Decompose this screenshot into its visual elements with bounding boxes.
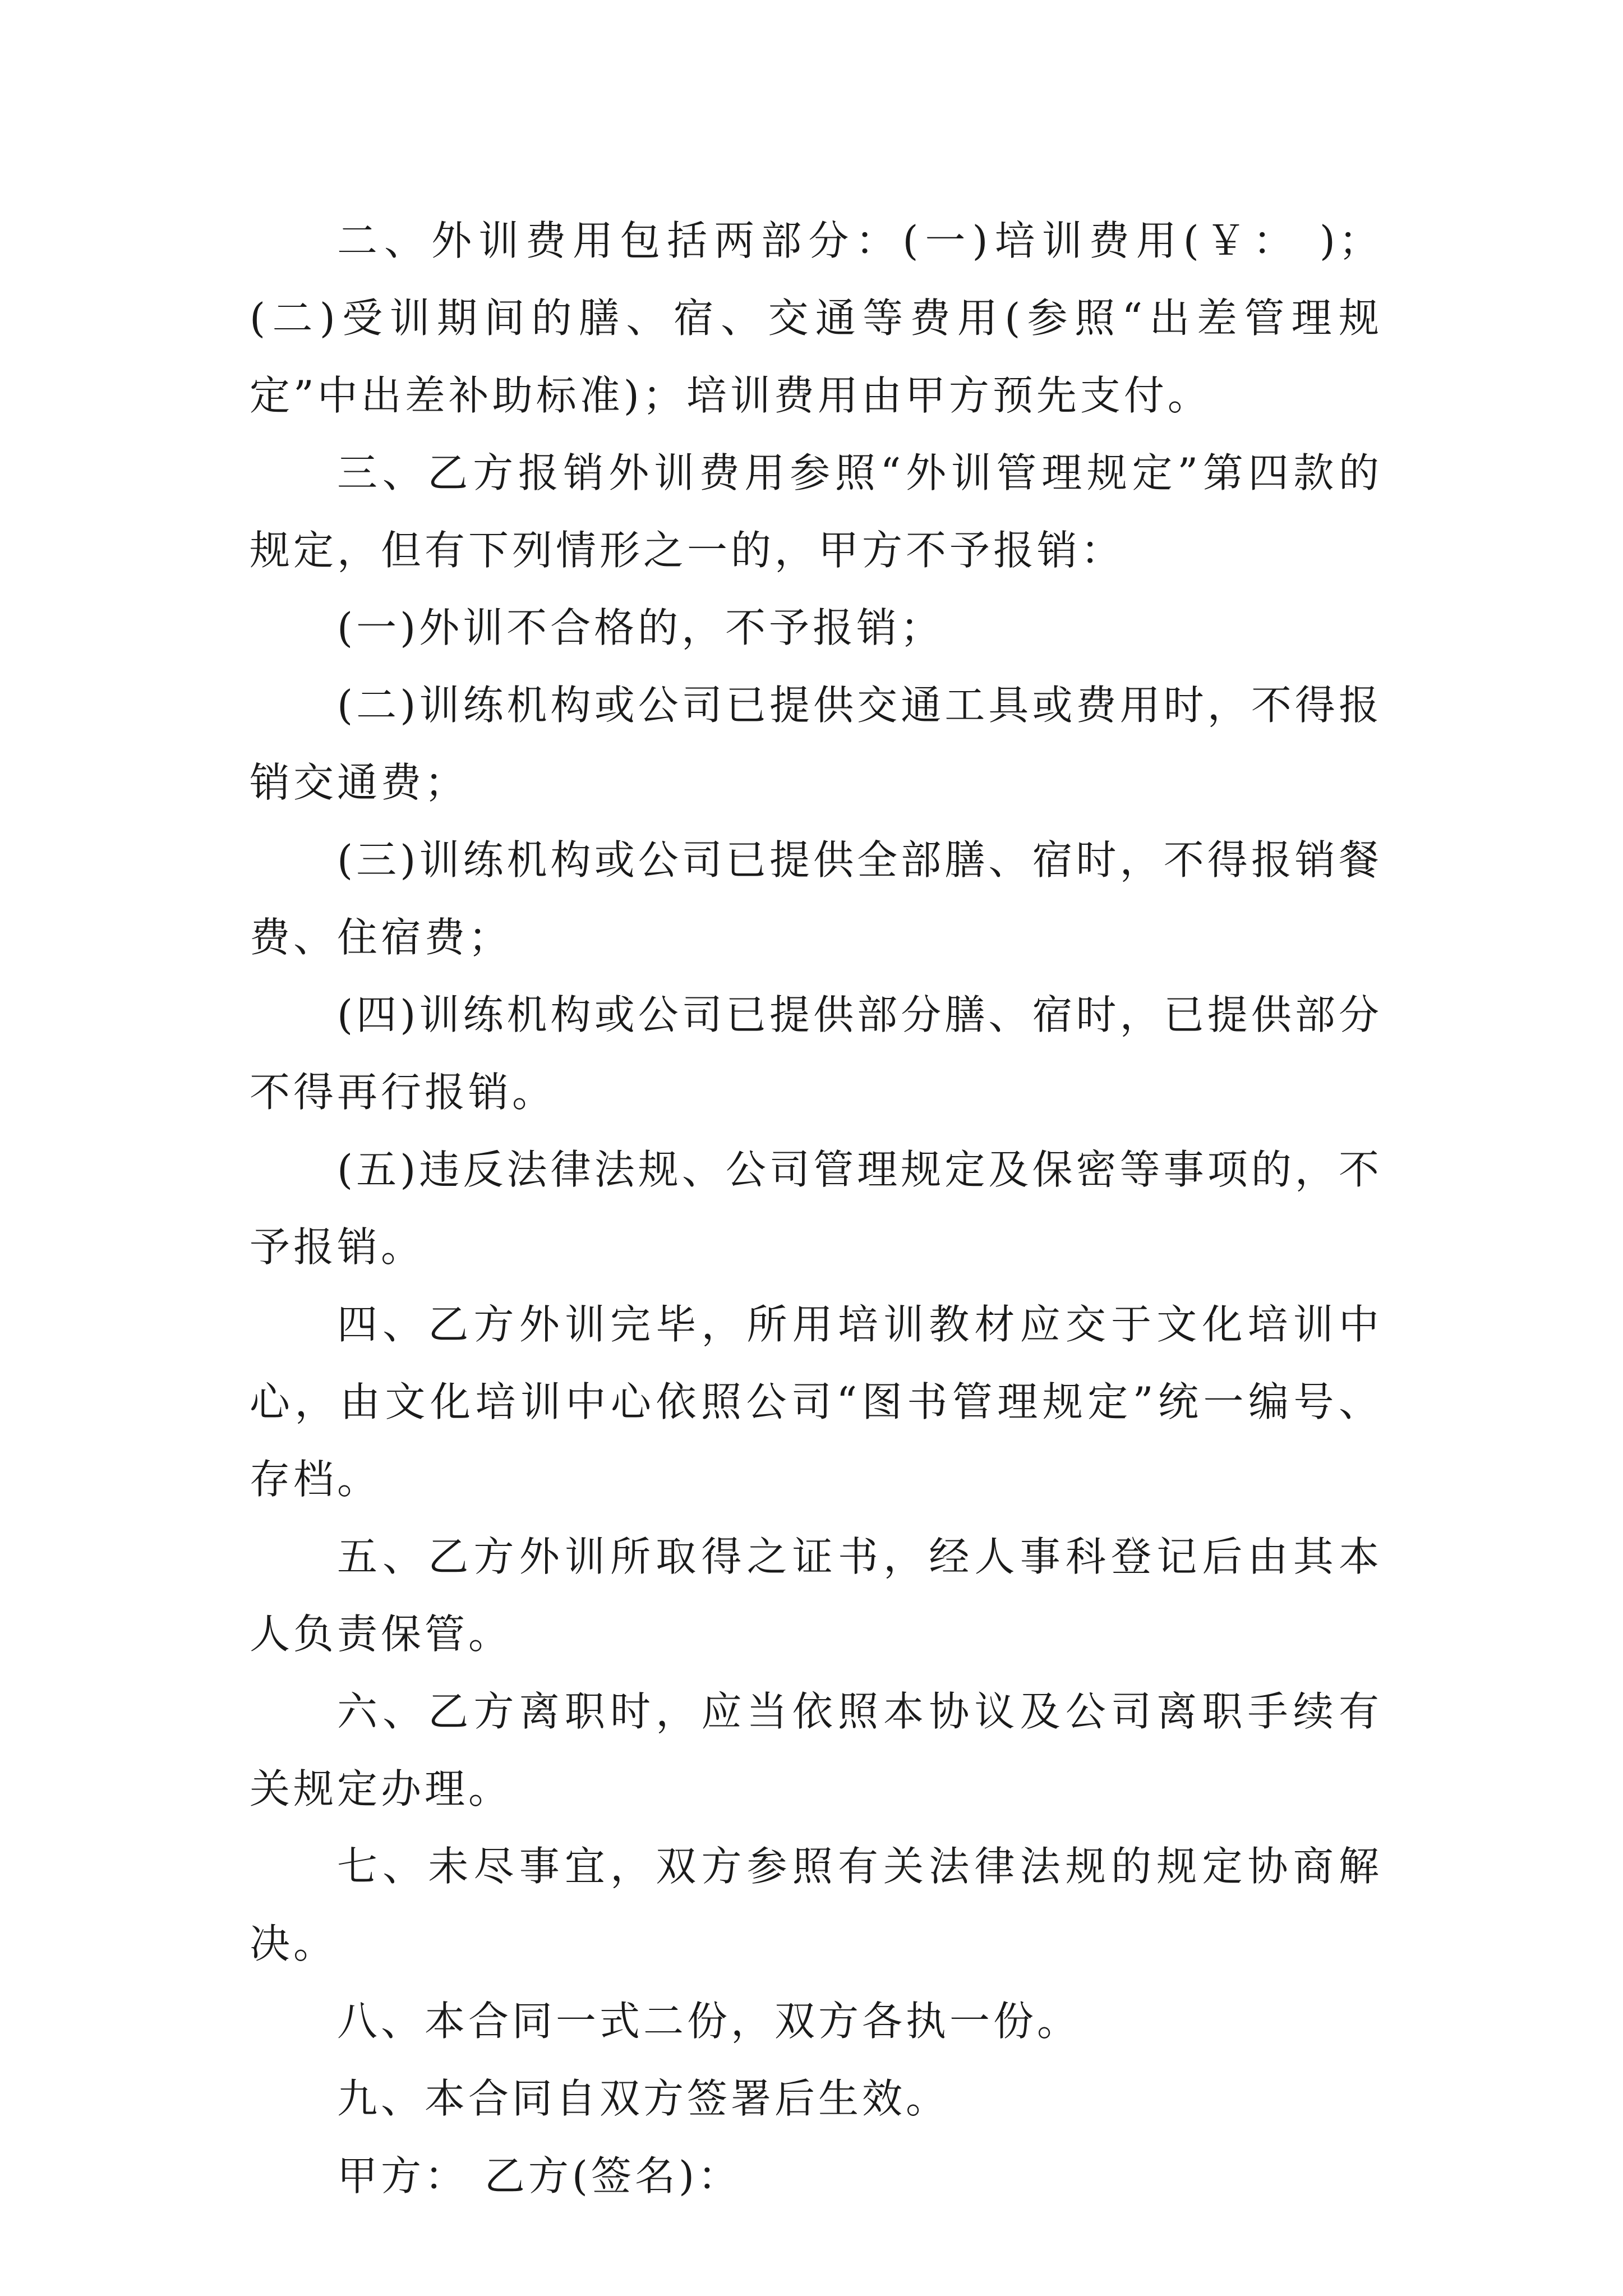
clause-7-other-matters: 七、未尽事宜，双方参照有关法律法规的规定协商解决。 (250, 1843, 1382, 1967)
clause-3-item-3: (三)训练机构或公司已提供全部膳、宿时，不得报销餐费、住宿费； (250, 836, 1382, 961)
clause-6-resignation: 六、乙方离职时，应当依照本协议及公司离职手续有关规定办理。 (250, 1688, 1382, 1812)
clause-3-item-1: (一)外训不合格的，不予报销； (337, 604, 944, 651)
clause-3-item-5: (五)违反法律法规、公司管理规定及保密等事项的，不予报销。 (250, 1146, 1382, 1271)
clause-3-reimbursement: 三、乙方报销外训费用参照“外训管理规定”第四款的规定，但有下列情形之一的，甲方不予报销： (250, 449, 1382, 574)
clause-9-effective: 九、本合同自双方签署后生效。 (337, 2075, 950, 2122)
clause-8-copies: 八、本合同一式二份，双方各执一份。 (337, 1998, 1081, 2045)
clause-2-training-fees: 二、外训费用包括两部分：(一)培训费用(￥： )；(二)受训期间的膳、宿、交通等费用(参照“出差管理规定”中出差补助标准)；培训费用由甲方预先支付。 (250, 217, 1382, 419)
clause-5-certificates: 五、乙方外训所取得之证书，经人事科登记后由其本人负责保管。 (250, 1533, 1382, 1658)
clause-3-item-4: (四)训练机构或公司已提供部分膳、宿时，已提供部分不得再行报销。 (250, 991, 1382, 1116)
clause-4-materials: 四、乙方外训完毕，所用培训教材应交于文化培训中心，由文化培训中心依照公司“图书管理规定”统一编号、存档。 (250, 1301, 1382, 1503)
clause-3-item-2: (二)训练机构或公司已提供交通工具或费用时，不得报销交通费； (250, 682, 1382, 806)
signature-line: 甲方： 乙方(签名)： (337, 2152, 742, 2200)
document-body (250, 202, 1382, 2215)
